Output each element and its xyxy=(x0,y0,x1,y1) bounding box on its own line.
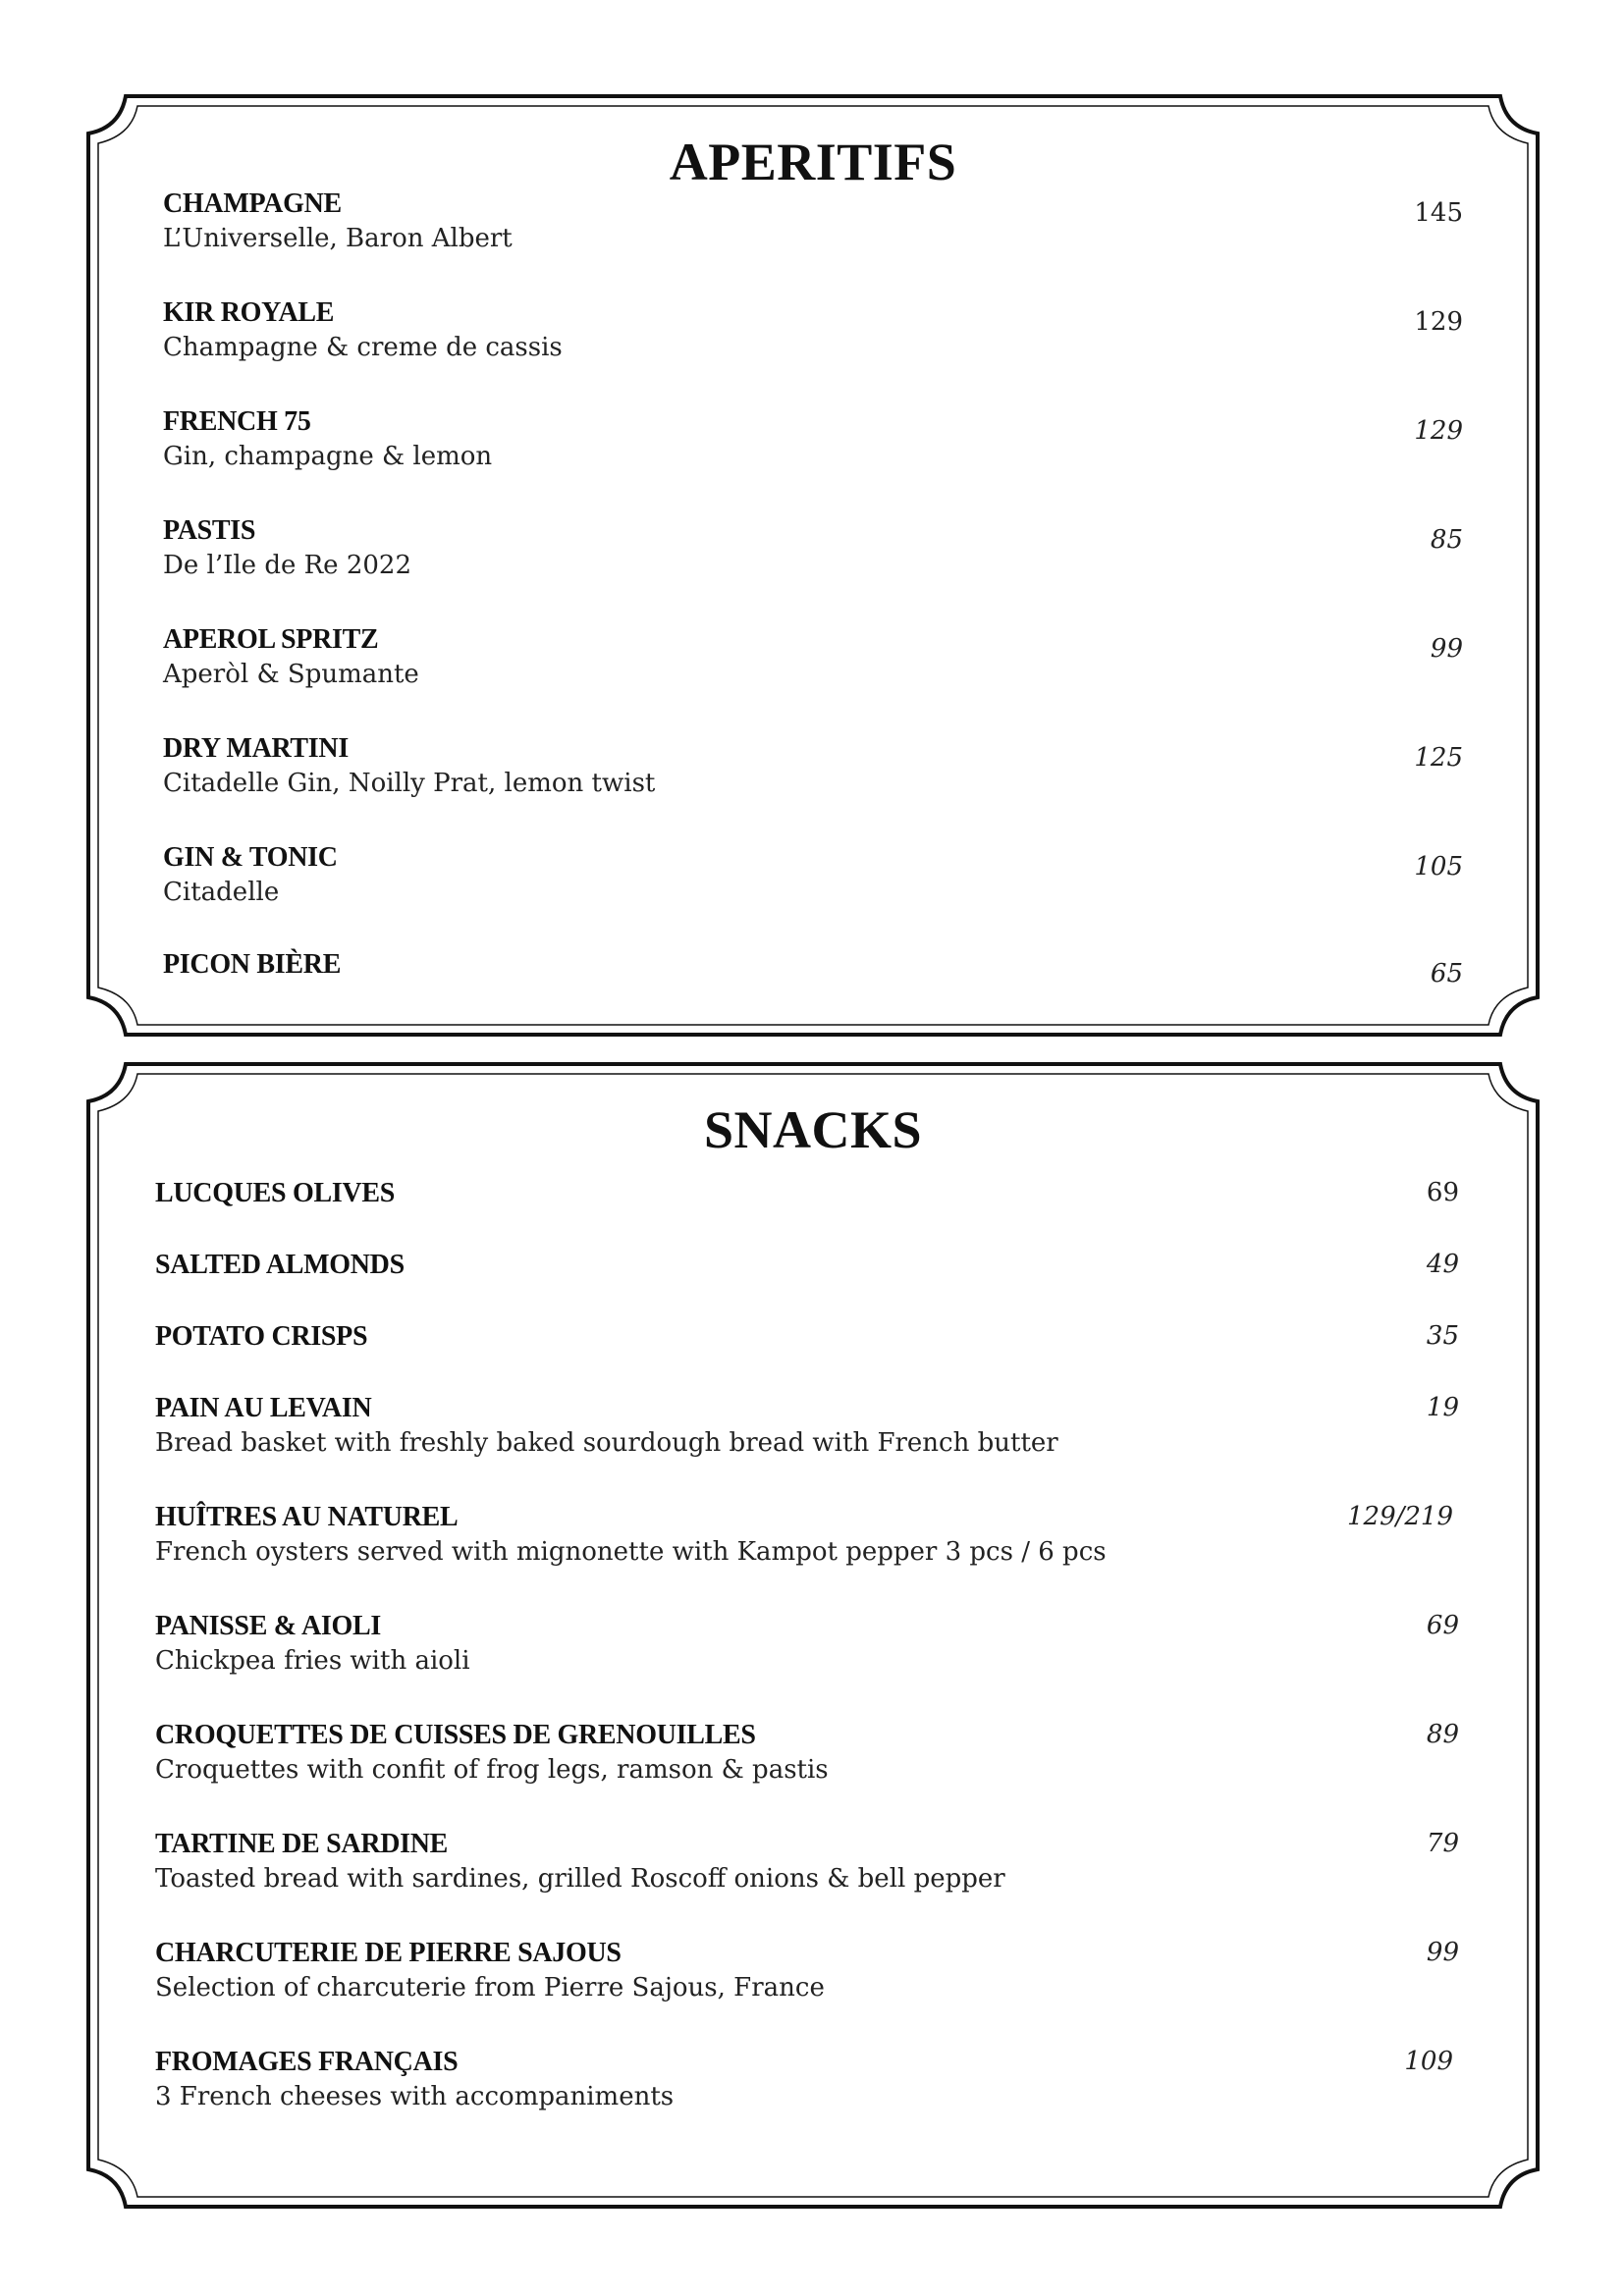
section-title-aperitifs: APERITIFS xyxy=(669,133,957,191)
item-price: 69 xyxy=(1426,1178,1459,1207)
aperitifs-panel xyxy=(86,94,1540,1037)
item-name: PASTIS xyxy=(163,515,256,546)
item-description: 3 French cheeses with accompaniments xyxy=(155,2082,675,2111)
item-name: FROMAGES FRANÇAIS xyxy=(155,2047,459,2077)
item-description: Gin, champagne & lemon xyxy=(163,442,493,471)
item-description: Chickpea fries with aioli xyxy=(155,1646,470,1676)
item-name: GIN & TONIC xyxy=(163,842,338,873)
item-name: SALTED ALMONDS xyxy=(155,1250,405,1280)
item-name: APEROL SPRITZ xyxy=(163,624,379,655)
item-price: 129 xyxy=(1414,307,1463,337)
item-name: PICON BIÈRE xyxy=(163,949,342,980)
item-name: PANISSE & AIOLI xyxy=(155,1611,381,1641)
item-description: Toasted bread with sardines, grilled Roscoff onions & bell pepper xyxy=(155,1864,1005,1894)
item-description: Citadelle Gin, Noilly Prat, lemon twist xyxy=(163,769,656,798)
item-price: 109 xyxy=(1404,2047,1453,2076)
item-price: 69 xyxy=(1426,1611,1459,1640)
item-name: HUÎTRES AU NATUREL xyxy=(155,1502,459,1532)
item-name: POTATO CRISPS xyxy=(155,1321,368,1352)
item-name: CROQUETTES DE CUISSES DE GRENOUILLES xyxy=(155,1720,756,1750)
item-name: DRY MARTINI xyxy=(163,733,349,764)
item-name: LUCQUES OLIVES xyxy=(155,1178,395,1208)
item-price: 89 xyxy=(1426,1720,1459,1749)
item-price: 85 xyxy=(1430,525,1463,555)
item-description: Citadelle xyxy=(163,878,280,907)
item-name: CHAMPAGNE xyxy=(163,188,342,219)
item-price: 125 xyxy=(1414,743,1463,773)
item-price: 65 xyxy=(1430,959,1463,988)
item-description: Bread basket with freshly baked sourdough bread with French butter xyxy=(155,1428,1058,1458)
item-price: 129/219 xyxy=(1346,1502,1453,1531)
item-price: 49 xyxy=(1426,1250,1459,1279)
item-description: Champagne & creme de cassis xyxy=(163,333,563,362)
item-name: KIR ROYALE xyxy=(163,297,335,328)
item-name: TARTINE DE SARDINE xyxy=(155,1829,449,1859)
section-title-snacks: SNACKS xyxy=(703,1100,923,1159)
item-price: 79 xyxy=(1426,1829,1459,1858)
item-price: 105 xyxy=(1414,852,1463,881)
item-description: Aperòl & Spumante xyxy=(163,660,419,689)
item-price: 99 xyxy=(1426,1938,1459,1967)
item-name: PAIN AU LEVAIN xyxy=(155,1393,372,1423)
item-price: 129 xyxy=(1414,416,1463,446)
item-description: De l’Ile de Re 2022 xyxy=(163,551,412,580)
item-price: 19 xyxy=(1426,1393,1459,1422)
item-description: Selection of charcuterie from Pierre Sajous, France xyxy=(155,1973,825,2002)
item-name: FRENCH 75 xyxy=(163,406,311,437)
item-description: Croquettes with confit of frog legs, ramson & pastis xyxy=(155,1755,829,1785)
item-price: 35 xyxy=(1426,1321,1459,1351)
item-description: French oysters served with mignonette with Kampot pepper 3 pcs / 6 pcs xyxy=(155,1537,1107,1567)
item-description: L’Universelle, Baron Albert xyxy=(163,224,513,253)
item-name: CHARCUTERIE DE PIERRE SAJOUS xyxy=(155,1938,622,1968)
item-price: 99 xyxy=(1430,634,1463,664)
item-price: 145 xyxy=(1414,198,1463,228)
snacks-panel xyxy=(86,1062,1540,2209)
